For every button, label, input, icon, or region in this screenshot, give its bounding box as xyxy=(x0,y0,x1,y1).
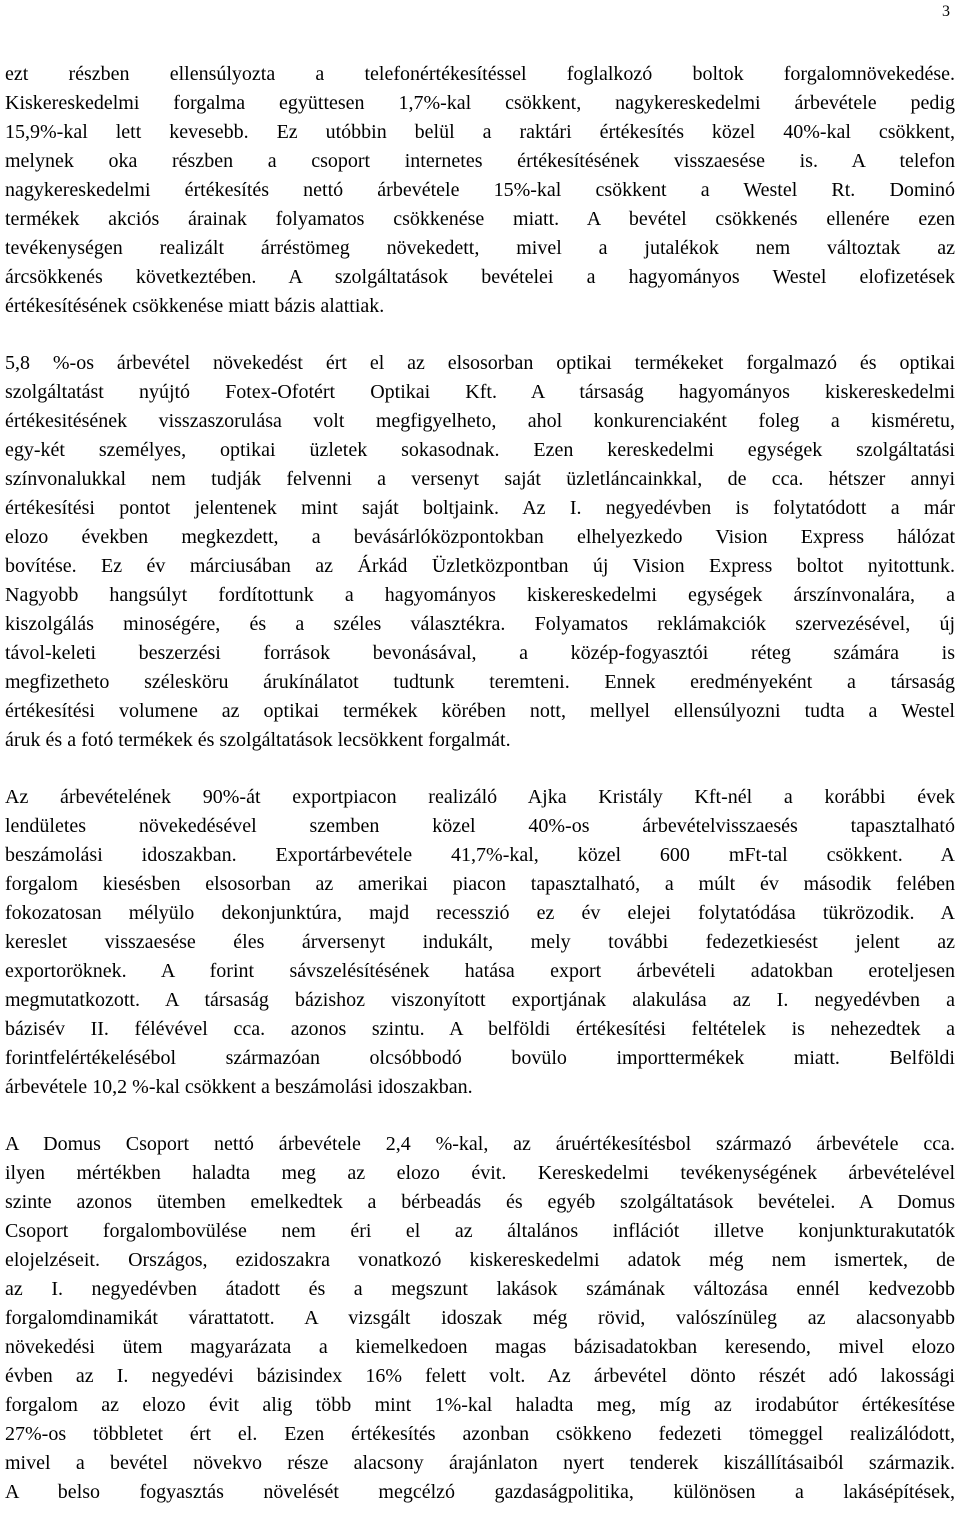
text-line: értékesítési volumene az optikai termékek körében nott, mellyel ellensúlyozni tudta a Westel xyxy=(5,700,955,722)
text-line: áruk és a fotó termékek és szolgáltatások lecsökkent forgalmát. xyxy=(5,729,511,751)
text-line: fokozatosan mélyülo dekonjunktúra, majd recesszió ez év elejei folytatódása tükrözodik. A xyxy=(5,902,955,924)
text-line: 27%-os többletet ért el. Ezen értékesítés azonban csökkeno fedezeti tömeggel realizálódott, xyxy=(5,1423,955,1445)
text-line: szolgáltatást nyújtó Fotex-Ofotért Optikai Kft. A társaság hagyományos kiskereskedelmi xyxy=(5,381,955,403)
text-line: megmutatkozott. A társaság bázishoz viszonyított exportjának alakulása az I. negyedévben a xyxy=(5,989,955,1011)
text-line: elozo években megkezdett, a bevásárlóközpontokban elhelyezkedo Vision Express hálózat xyxy=(5,526,955,548)
text-line: árbevétele 10,2 %-kal csökkent a beszámolási idoszakban. xyxy=(5,1076,473,1098)
document-body xyxy=(5,60,955,1507)
paragraph-gap xyxy=(5,755,955,783)
text-line: nagykereskedelmi értékesítés nettó árbevétele 15%-kal csökkent a Westel Rt. Dominó xyxy=(5,179,955,201)
text-line: 15,9%-kal lett kevesebb. Ez utóbbin belül a raktári értékesítés közel 40%-kal csökkent, xyxy=(5,121,955,143)
text-line: kereslet visszaesése éles árversenyt indukált, mely további fedezetkiesést jelent az xyxy=(5,931,955,953)
text-line: tevékenységen realizált árréstömeg növekedett, mivel a jutalékok nem változtak az xyxy=(5,237,955,259)
text-line: árcsökkenés következtében. A szolgáltatások bevételei a hagyományos Westel elofizetések xyxy=(5,266,955,288)
text-line: bovítése. Ez év márciusában az Árkád Üzletközpontban új Vision Express boltot nyitottunk. xyxy=(5,555,955,577)
text-line: értékesitésének visszaszorulása volt megfigyelheto, ahol konkurenciaként foleg a kisméretu, xyxy=(5,410,955,432)
text-line: növekedési ütem magyarázata a kiemelkedoen magas bázisadatokban keresendo, mivel elozo xyxy=(5,1336,955,1358)
text-line: Csoport forgalombovülése nem éri el az általános inflációt illetve konjunkturakutatók xyxy=(5,1220,955,1242)
text-line: Kiskereskedelmi forgalma együttesen 1,7%-kal csökkent, nagykereskedelmi árbevétele pedig xyxy=(5,92,955,114)
text-line: exportoröknek. A forint sávszelésítésének hatása export árbevételi adatokban eroteljesen xyxy=(5,960,955,982)
text-line: értékesítési pontot jelentenek mint saját boltjaink. Az I. negyedévben is folytatódott a már xyxy=(5,497,955,519)
text-line: elojelzéseit. Országos, ezidoszakra vonatkozó kiskereskedelmi adatok még nem ismertek, de xyxy=(5,1249,955,1271)
text-line: szinte azonos ütemben emelkedtek a bérbeadás és egyéb szolgáltatások bevételei. A Domus xyxy=(5,1191,955,1213)
text-line: lendületes növekedésével szemben közel 40%-os árbevételvisszaesés tapasztalható xyxy=(5,815,955,837)
text-line: megfizetheto szélesköru árukínálatot tudtunk teremteni. Ennek eredményeként a társaság xyxy=(5,671,955,693)
text-line: forgalom az elozo évit alig több mint 1%-kal haladta meg, míg az irodabútor értékesítése xyxy=(5,1394,955,1416)
paragraph-gap xyxy=(5,321,955,349)
text-line: termékek akciós árainak folyamatos csökkenése miatt. A bevétel csökkenés ellenére ezen xyxy=(5,208,955,230)
text-line: melynek oka részben a csoport internetes értékesítésének visszaesése is. A telefon xyxy=(5,150,955,172)
text-line: bázisév II. félévével cca. azonos szintu. A belföldi értékesítési feltételek is nehezedtek a xyxy=(5,1018,955,1040)
paragraph-1 xyxy=(5,60,955,321)
page-number: 3 xyxy=(942,3,950,20)
paragraph-2 xyxy=(5,349,955,755)
text-line: beszámolási idoszakban. Exportárbevétele 41,7%-kal, közel 600 mFt-tal csökkent. A xyxy=(5,844,955,866)
paragraph-gap xyxy=(5,1102,955,1130)
text-line: színvonalukkal nem tudják felvenni a versenyt saját üzletláncainkkal, de cca. hétszer annyi xyxy=(5,468,955,490)
text-line: A Domus Csoport nettó árbevétele 2,4 %-kal, az áruértékesítésbol származó árbevétele cca. xyxy=(5,1133,955,1155)
text-line: forgalom kiesésben elsosorban az amerikai piacon tapasztalható, a múlt év második felében xyxy=(5,873,955,895)
text-line: az I. negyedévben átadott és a megszunt lakások számának változása ennél kedvezobb xyxy=(5,1278,955,1300)
text-line: A belso fogyasztás növelését megcélzó gazdaságpolitika, különösen a lakásépítések, xyxy=(5,1481,955,1503)
text-line: kiszolgálás minoségére, és a széles választékra. Folyamatos reklámakciók szervezésével, új xyxy=(5,613,955,635)
text-line: egy-két személyes, optikai üzletek sokasodnak. Ezen kereskedelmi egységek szolgáltatási xyxy=(5,439,955,461)
text-line: évben az I. negyedévi bázisindex 16% felett volt. Az árbevétel dönto részét adó lakossági xyxy=(5,1365,955,1387)
text-line: forintfelértékelésébol származóan olcsóbbodó bovülo importtermékek miatt. Belföldi xyxy=(5,1047,955,1069)
text-line: Az árbevételének 90%-át exportpiacon realizáló Ajka Kristály Kft-nél a korábbi évek xyxy=(5,786,955,808)
text-line: távol-keleti beszerzési források bevonásával, a közép-fogyasztói réteg számára is xyxy=(5,642,955,664)
text-line: ezt részben ellensúlyozta a telefonértékesítéssel foglalkozó boltok forgalomnövekedése. xyxy=(5,63,955,85)
text-line: forgalomdinamikát várattatott. A vizsgált idoszak még rövid, valószínüleg az alacsonyabb xyxy=(5,1307,955,1329)
text-line: értékesítésének csökkenése miatt bázis alattiak. xyxy=(5,295,385,317)
text-line: ilyen mértékben haladta meg az elozo évit. Kereskedelmi tevékenységének árbevételével xyxy=(5,1162,955,1184)
text-line: mivel a bevétel növekvo része alacsony árajánlaton nyert tenderek kiszállításaiból származik. xyxy=(5,1452,955,1474)
text-line: Nagyobb hangsúlyt fordítottunk a hagyományos kiskereskedelmi egységek árszínvonalára, a xyxy=(5,584,955,606)
text-line: 5,8 %-os árbevétel növekedést ért el az elsosorban optikai termékeket forgalmazó és optikai xyxy=(5,352,955,374)
paragraph-4 xyxy=(5,1130,955,1507)
paragraph-3 xyxy=(5,783,955,1102)
